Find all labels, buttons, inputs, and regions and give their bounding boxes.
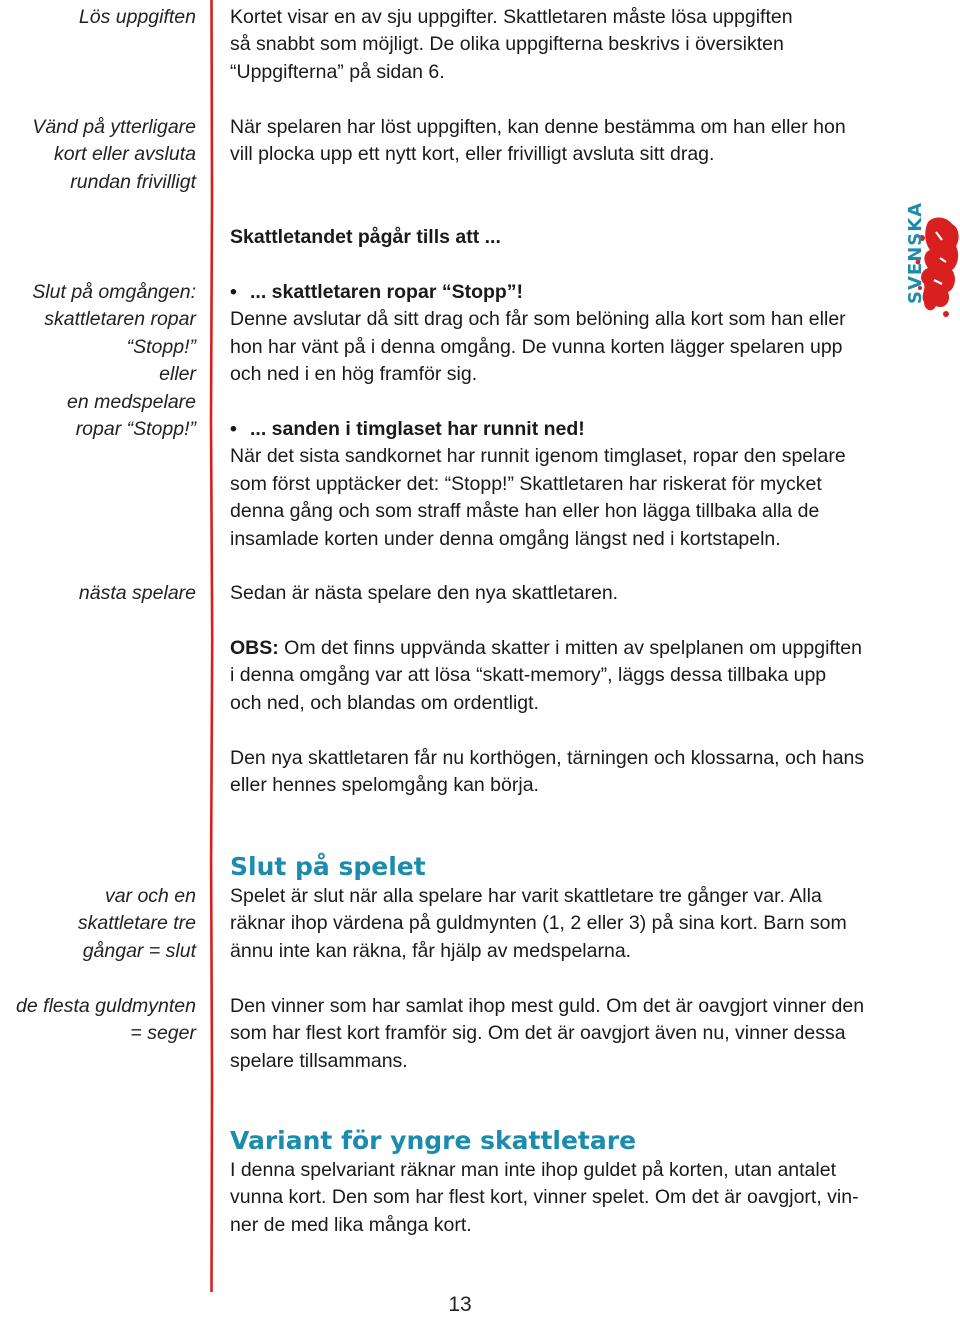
margin-note-end-round: Slut på omgången: skattletaren ropar “Stopp!” eller en medspelare ropar “Stopp!” (32, 281, 196, 441)
end-of-game-paragraph-1: Spelet är slut när alla spelare har varit skattletare tre gånger var. Alla räknar ihop värdena på guldmynten (1, 2 eller 3) på sina kort. Barn som ännu inte kan räkna, får hjälp av medspelarna. (230, 885, 847, 962)
next-is-paragraph: Sedan är nästa spelare den nya skattletaren. (230, 582, 619, 604)
end-of-game-heading: Slut på spelet (230, 852, 426, 881)
bullet-stop: • ... skattletaren ropar “Stopp”! Denne avslutar då sitt drag och får som belöning alla kort som han eller hon har vänt på i denna omgång. De vunna korten lägger spelaren upp och ned i en hög framför sig. (230, 279, 880, 389)
variant-paragraph: I denna spelvariant räknar man inte ihop guldet på korten, utan antalet vunna kort. Den som har flest kort, vinner spelet. Om det är oavgjort, vin- ner de med lika många kort. (230, 1159, 859, 1236)
margin-note-most-gold: de flesta guldmynten = seger (16, 995, 196, 1045)
margin-note-three-times: var och en skattletare tre gångar = slut (77, 885, 196, 962)
page-number: 13 (448, 1293, 472, 1316)
bullet-icon: • (230, 281, 237, 303)
continues-until-heading: Skattletandet pågår tills att ... (230, 226, 501, 248)
bullet-icon: • (230, 418, 237, 440)
bullet-sand-title: ... sanden i timglaset har runnit ned! (250, 418, 585, 440)
margin-note-solve-task: Lös uppgiften (78, 6, 196, 28)
margin-note-turn-more: Vänd på ytterligare kort eller avsluta rundan frivilligt (32, 116, 196, 193)
bullet-sand: • ... sanden i timglaset har runnit ned! När det sista sandkornet har runnit igenom timglaset, ropar den spelare som först upptäcker det: “Stopp!” Skattletaren har riskerat för mycket denna gång och som straff måste han eller hon lägga tillbaka alla de insamlade korten under denna omgång längst ned i kortstapeln. (230, 416, 880, 553)
margin-note-next-player: nästa spelare (78, 582, 196, 604)
after-solve-paragraph: När spelaren har löst uppgiften, kan denne bestämma om han eller hon vill plocka upp ett nytt kort, eller frivilligt avsluta sitt drag. (230, 116, 846, 166)
bullet-stop-title: ... skattletaren ropar “Stopp”! (250, 281, 524, 303)
obs-paragraph: OBS: Om det finns uppvända skatter i mitten av spelplanen om uppgiften i denna omgång var att lösa “skatt-memory”, läggs dessa tillbaka upp och ned, och blandas om ordentligt. (230, 637, 862, 714)
variant-heading: Variant för yngre skattletare (230, 1126, 637, 1155)
language-tab-label: SVENSKA (905, 201, 926, 304)
intro-paragraph: Kortet visar en av sju uppgifter. Skattletaren måste lösa uppgiften så snabbt som möjligt. De olika uppgifterna beskrivs i översikten “Uppgifterna” på sidan 6. (230, 6, 793, 83)
obs-label: OBS: (230, 637, 279, 659)
margin-divider (209, 0, 214, 1292)
new-hunter-paragraph: Den nya skattletaren får nu korthögen, tärningen och klossarna, och hans eller hennes spelomgång kan börja. (230, 747, 865, 797)
end-of-game-paragraph-2: Den vinner som har samlat ihop mest guld. Om det är oavgjort vinner den som har flest kort framför sig. Om det är oavgjort även nu, vinner dessa spelare tillsammans. (230, 995, 865, 1072)
